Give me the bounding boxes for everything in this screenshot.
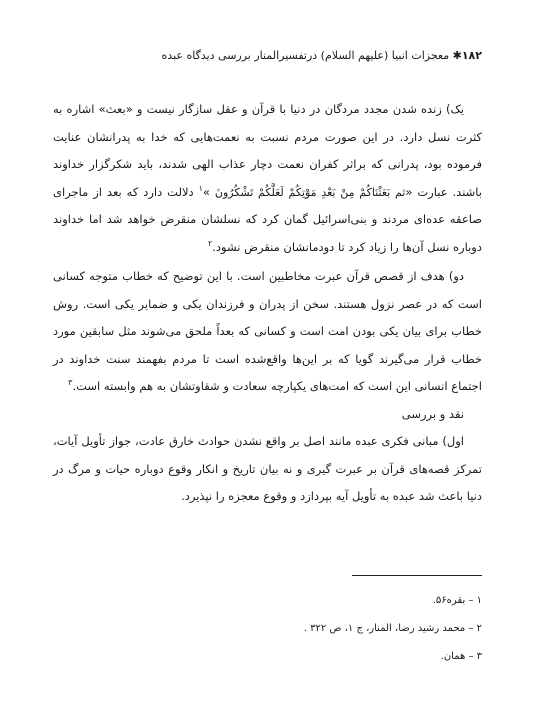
footnote-ref-2[interactable]: ۲ xyxy=(207,238,213,248)
footnotes xyxy=(53,587,482,671)
running-header xyxy=(53,48,482,64)
footnote-rule xyxy=(352,575,482,576)
footnote-1: ۱ – بقره‌۵۶. xyxy=(432,595,482,606)
paragraph-1 xyxy=(53,96,482,261)
quran-verse: ثم بَعَثْنَاكُمْ مِنْ بَعْدِ مَوْتِكُمْ لَعَلَّكُمْ تَشْكُرُونَ xyxy=(214,185,406,199)
paragraph-1-text-b: » xyxy=(202,184,215,199)
footnote-2: ۲ – محمد رشید رضا، المنار، ج ۱، ص ۳۲۲ . xyxy=(303,623,482,634)
footnote-ref-1[interactable]: ۱ xyxy=(198,183,203,193)
paragraph-2-text: دو) هدف از قصص قرآن عبرت مخاطبین است. با این توضیح که خطاب متوجه کسانی است که در عصر نزول هستند. سخن از پدران و فرزندان یکی و ضمایر یکی است. روش خطاب برای بیان یکی بودن امت است و کسانی که بعداً ملحق می‌شوند مثل سابقین مورد خطاب قرار می‌گیرند گویا که بر این‌ها واقع‌شده است تا مردم بفهمند سنت خداوند در اجتماع انسانی این است که امت‌های یکپارچه سعادت و شقاوتشان به هم وابسته است. xyxy=(53,269,482,393)
running-title: معجزات انبیا (علیهم السلام) درتفسیرالمنار بررسی دیدگاه عبده xyxy=(161,49,453,62)
paragraph-1-text-c: دلالت دارد که بعد از ماجرای صاعقه عده‌ای مردند و بنی‌اسرائیل گمان کرد که نسلشان منقرض خواهد شد اما خداوند دوباره نسل آن‌ها را زیاد کرد تا دودمانشان منقرض نشود. xyxy=(53,184,482,254)
section-heading: نقد و بررسی xyxy=(401,406,464,421)
page-number: ۱۸۲ xyxy=(461,49,482,62)
footnote-ref-3[interactable]: ۳ xyxy=(68,378,73,388)
footnote-3: ۳ – همان. xyxy=(440,651,482,662)
paragraph-1-text-a: یک) زنده شدن مجدد مردگان در دنیا با قرآن و عقل سازگار نیست و «بعث» اشاره به کثرت نسل دارد. در این صورت مردم نسبت به نعمت‌هایی که خدا به پدرانشان عنایت فرموده بود، پدرانی که براثر کفران نعمت دچار عذاب الهی شدند، باید شکرگزار خداوند باشند. عبارت « xyxy=(53,102,483,199)
paragraph-2 xyxy=(53,263,482,401)
main-text xyxy=(53,96,482,511)
header-separator-icon: ✱ xyxy=(452,49,462,62)
paragraph-3: اول) مبانی فکری عبده مانند اصل بر واقع نشدن حوادث خارق عادت، جواز تأویل آیات، تمرکز قصه‌های قرآن بر عبرت گیری و نه بیان تاریخ و انکار وقوع دوباره حیات و مرگ در دنیا باعث شد عبده به تأویل آیه بپردازد و وقوع معجزه را نپذیرد. xyxy=(53,434,482,503)
